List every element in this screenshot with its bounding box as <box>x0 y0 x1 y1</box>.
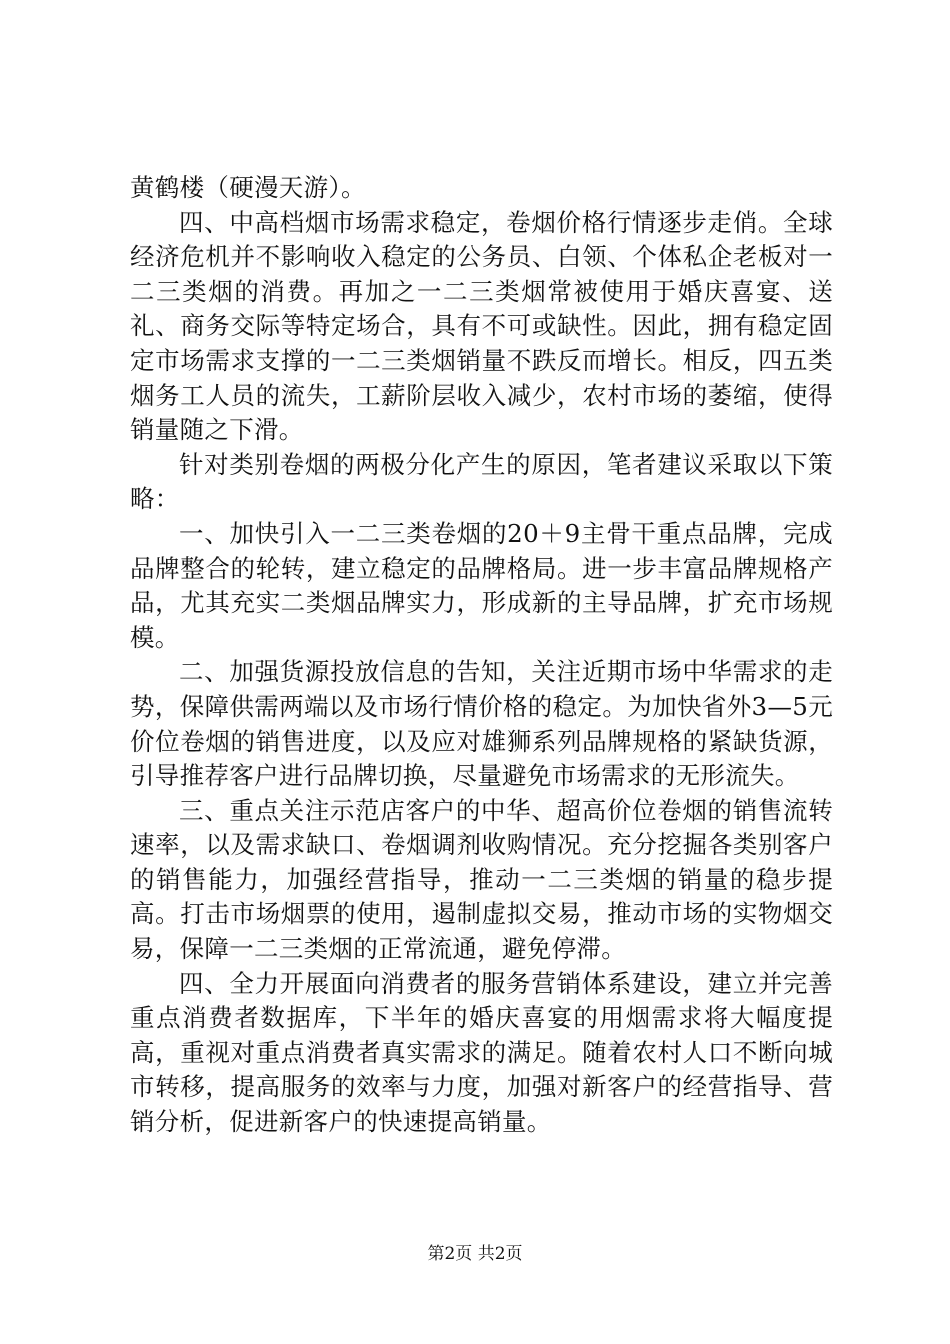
paragraph-continuation: 黄鹤楼（硬漫天游）。 <box>130 173 366 202</box>
paragraph-strategy-2: 二、加强货源投放信息的告知，关注近期市场中华需求的走势，保障供需两端以及市场行情价格的稳定。为加快省外3—5元价位卷烟的销售进度，以及应对雄狮系列品牌规格的紧缺货源，引导推荐客户进行品牌切换，尽量避免市场需求的无形流失。 <box>130 657 833 791</box>
document-body <box>130 171 833 1140</box>
page-number: 第2页 共2页 <box>427 1244 523 1264</box>
paragraph-strategy-1: 一、加快引入一二三类卷烟的20＋9主骨干重点品牌，完成品牌整合的轮转，建立稳定的品牌格局。进一步丰富品牌规格产品，尤其充实二类烟品牌实力，形成新的主导品牌，扩充市场规模。 <box>130 518 833 652</box>
paragraph-strategy-intro: 针对类别卷烟的两极分化产生的原因，笔者建议采取以下策略： <box>130 449 833 514</box>
paragraph-strategy-4: 四、全力开展面向消费者的服务营销体系建设，建立并完善重点消费者数据库，下半年的婚庆喜宴的用烟需求将大幅度提高，重视对重点消费者真实需求的满足。随着农村人口不断向城市转移，提高服务的效率与力度，加强对新客户的经营指导、营销分析，促进新客户的快速提高销量。 <box>130 968 833 1137</box>
page-footer <box>0 1243 950 1265</box>
paragraph-strategy-3: 三、重点关注示范店客户的中华、超高价位卷烟的销售流转速率，以及需求缺口、卷烟调剂收购情况。充分挖掘各类别客户的销售能力，加强经营指导，推动一二三类烟的销量的稳步提高。打击市场烟票的使用，遏制虚拟交易，推动市场的实物烟交易，保障一二三类烟的正常流通，避免停滞。 <box>130 795 833 964</box>
paragraph-market-demand: 四、中高档烟市场需求稳定，卷烟价格行情逐步走俏。全球经济危机并不影响收入稳定的公务员、白领、个体私企老板对一二三类烟的消费。再加之一二三类烟常被使用于婚庆喜宴、送礼、商务交际等特定场合，具有不可或缺性。因此，拥有稳定固定市场需求支撑的一二三类烟销量不跌反而增长。相反，四五类烟务工人员的流失，工薪阶层收入减少，农村市场的萎缩，使得销量随之下滑。 <box>130 207 833 445</box>
